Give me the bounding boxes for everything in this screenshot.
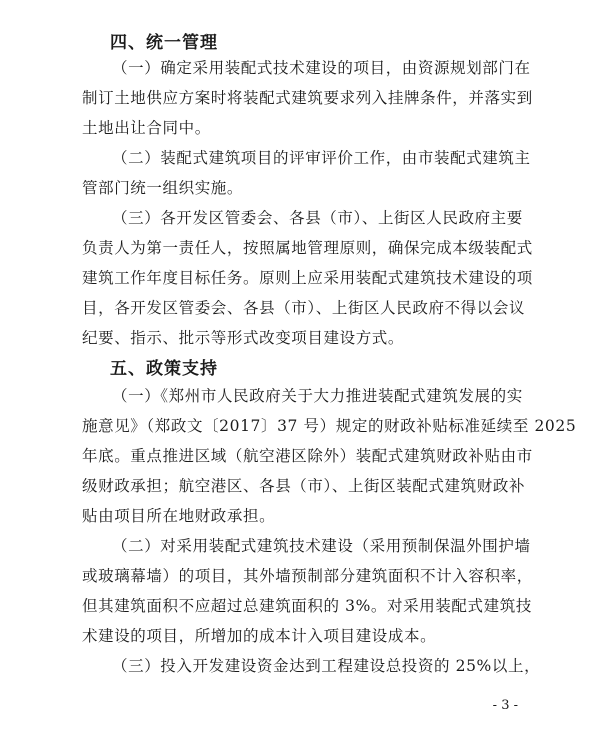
paragraph-line: （一）确定采用装配式技术建设的项目，由资源规划部门在 (112, 59, 531, 77)
paragraph-line: 制订土地供应方案时将装配式建筑要求列入挂牌条件，并落实到 (82, 89, 533, 107)
paragraph-line: 建筑工作年度目标任务。原则上应采用装配式建筑技术建设的项 (82, 269, 533, 287)
paragraph-line: 级财政承担；航空港区、各县（市）、上街区装配式建筑财政补 (82, 477, 526, 495)
paragraph-line: 管部门统一组织实施。 (82, 179, 244, 197)
page-number: - 3 - (492, 698, 518, 713)
paragraph-line: 施意见》（郑政文〔2017〕37 号）规定的财政补贴标准延续至 2025 (82, 417, 577, 435)
paragraph-line: 纪要、指示、批示等形式改变项目建设方式。 (82, 329, 405, 347)
paragraph-line: 贴由项目所在地财政承担。 (82, 507, 276, 525)
paragraph-line: 负责人为第一责任人，按照属地管理原则，确保完成本级装配式 (82, 239, 533, 257)
paragraph-line: （三）投入开发建设资金达到工程建设总投资的 25%以上， (112, 657, 541, 675)
paragraph-line: 术建设的项目，所增加的成本计入项目建设成本。 (82, 627, 437, 645)
paragraph-line: 或玻璃幕墙）的项目，其外墙预制部分建筑面积不计入容积率， (82, 567, 533, 585)
paragraph-line: （三）各开发区管委会、各县（市）、上街区人民政府主要 (112, 209, 523, 227)
paragraph-line: （二）对采用装配式建筑技术建设（采用预制保温外围护墙 (112, 537, 531, 555)
paragraph-line: （一）《郑州市人民政府关于大力推进装配式建筑发展的实 (112, 387, 523, 405)
paragraph-line: 目，各开发区管委会、各县（市）、上街区人民政府不得以会议 (82, 299, 526, 317)
paragraph-line: 年底。重点推进区域（航空港区除外）装配式建筑财政补贴由市 (82, 447, 533, 465)
section-heading-policy-support: 五、政策支持 (110, 359, 218, 379)
section-heading-unified-management: 四、统一管理 (110, 33, 218, 53)
paragraph-line: 土地出让合同中。 (82, 119, 211, 137)
paragraph-line: 但其建筑面积不应超过总建筑面积的 3%。对采用装配式建筑技 (82, 597, 532, 615)
paragraph-line: （二）装配式建筑项目的评审评价工作，由市装配式建筑主 (112, 149, 531, 167)
